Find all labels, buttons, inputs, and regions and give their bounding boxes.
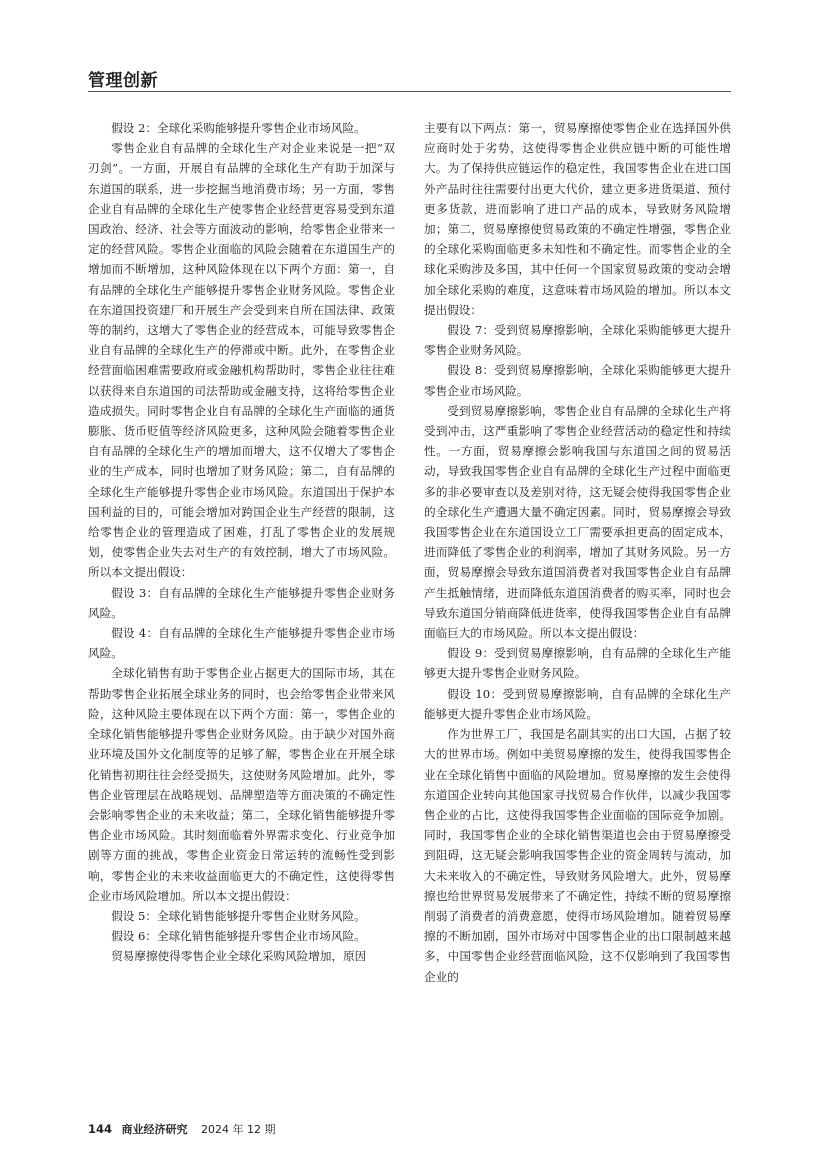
issue-label: 2024 年 12 期	[201, 1123, 276, 1136]
section-title: 管理创新	[88, 71, 158, 91]
paragraph-trade-friction-sales: 作为世界工厂，我国是名副其实的出口大国，占据了较大的世界市场。例如中美贸易摩擦的发生，使得我国零售企业在全球化销售中面临的风险增加。贸易摩擦的发生会使得东道国企业转向其他国家寻找贸易合作伙伴，以减少我国零售企业的占比，这使得我国零售企业面临的国际竞争加剧。同时，我国零售企业的全球化销售渠道也会由于贸易摩擦受到阻碍，这无疑会影响我国零售企业的资金周转与流动，加大未来收入的不确定性，导致财务风险增大。此外，贸易摩擦也给世界贸易发展带来了不确定性，持续不断的贸易摩擦削弱了消费者的消费意愿，使得市场风险增加。随着贸易摩擦的不断加剧，国外市场对中国零售企业的出口限制越来越多，中国零售企业经营面临风险，这不仅影响到了我国零售企业的	[424, 727, 731, 984]
left-column	[88, 118, 395, 967]
page-footer	[88, 1121, 276, 1137]
paragraph-trade-friction-start: 贸易摩擦使得零售企业全球化采购风险增加，原因	[111, 949, 367, 964]
hypothesis-3: 假设 3：自有品牌的全球化生产能够提升零售企业财务风险。	[88, 585, 395, 620]
hypothesis-5: 假设 5：全球化销售能够提升零售企业财务风险。	[111, 908, 366, 923]
hypothesis-8: 假设 8：受到贸易摩擦影响，全球化采购能够更大提升零售企业市场风险。	[424, 363, 731, 398]
journal-name: 商业经济研究	[121, 1123, 188, 1136]
paragraph-trade-friction-procurement: 主要有以下两点：第一，贸易摩擦使零售企业在选择国外供应商时处于劣势，这使得零售企业供应链中断的可能性增大。为了保持供应链运作的稳定性，我国零售企业在进口国外产品时往往需要付出更大代价，建立更多进货渠道、预付更多货款，进而影响了进口产品的成本，导致财务风险增加；第二，贸易摩擦使贸易政策的不确定性增强，零售企业的全球化采购面临更多未知性和不确定性。而零售企业的全球化采购涉及多国，其中任何一个国家贸易政策的变动会增加全球化采购的难度，这意味着市场风险的增加。所以本文提出假设：	[424, 121, 731, 317]
page-number: 144	[88, 1122, 113, 1136]
header-divider	[88, 91, 731, 92]
hypothesis-4: 假设 4：自有品牌的全球化生产能够提升零售企业市场风险。	[88, 626, 395, 661]
hypothesis-2: 假设 2：全球化采购能够提升零售企业市场风险。	[111, 121, 366, 135]
paragraph-trade-friction-production: 受到贸易摩擦影响，零售企业自有品牌的全球化生产将受到冲击，这严重影响了零售企业经营活动的稳定性和持续性。一方面，贸易摩擦会影响我国与东道国之间的贸易活动，导致我国零售企业自有品牌的全球化生产过程中面临更多的非必要审查以及差别对待，这无疑会使得我国零售企业的全球化生产遭遇大量不确定因素。同时，贸易摩擦会导致我国零售企业在东道国设立工厂需要承担更高的固定成本，进而降低了零售企业的利润率，增加了其财务风险。另一方面，贸易摩擦会导致东道国消费者对我国零售企业自有品牌产生抵触情绪，进而降低东道国消费者的购买率，同时也会导致东道国分销商降低进货率，使得我国零售企业自有品牌面临巨大的市场风险。所以本文提出假设：	[424, 403, 731, 641]
paragraph-global-production: 零售企业自有品牌的全球化生产对企业来说是一把“双刃剑”。一方面，开展自有品牌的全球化生产有助于加深与东道国的联系，进一步挖掘当地消费市场；另一方面，零售企业自有品牌的全球化生产使零售企业经营更容易受到东道国政治、经济、社会等方面波动的影响，给零售企业带来一定的经营风险。零售企业面临的风险会随着在东道国生产的增加而不断增加，这种风险体现在以下两个方面：第一，自有品牌的全球化生产能够提升零售企业财务风险。零售企业在东道国投资建厂和开展生产会受到来自所在国法律、政策等的制约，这增大了零售企业的经营成本，可能导致零售企业自有品牌的全球化生产的停滞或中断。此外，在零售企业经营面临困难需要政府或金融机构帮助时，零售企业往往难以获得来自东道国的司法帮助或金融支持，这将给零售企业造成损失。同时零售企业自有品牌的全球化生产面临的通货膨胀、货币贬值等经济风险更多，这种风险会随着零售企业自有品牌的全球化生产的增加而增大，这不仅增大了零售企业的生产成本，同时也增加了财务风险；第二，自有品牌的全球化生产能够提升零售企业市场风险。东道国出于保护本国利益的目的，可能会增加对跨国企业生产经营的限制，这给零售企业的管理造成了困难，打乱了零售企业的发展规划，使零售企业失去对生产的有效控制，增大了市场风险。所以本文提出假设：	[88, 141, 395, 580]
hypothesis-9: 假设 9：受到贸易摩擦影响，自有品牌的全球化生产能够更大提升零售企业财务风险。	[424, 646, 731, 681]
paragraph-global-sales: 全球化销售有助于零售企业占据更大的国际市场，其在帮助零售企业拓展全球业务的同时，也会给零售企业带来风险，这种风险主要体现在以下两个方面：第一，零售企业的全球化销售能够提升零售企业财务风险。由于缺少对国外商业环境及国外文化制度等的足够了解，零售企业在开展全球化销售初期往往会经受损失，这使财务风险增加。此外，零售企业管理层在战略规划、品牌塑造等方面决策的不确定性会影响零售企业的未来收益；第二，全球化销售能够提升零售企业市场风险。其时刻面临着外界需求变化、行业竞争加剧等方面的挑战，零售企业资金日常运转的流畅性受到影响，零售企业的未来收益面临更大的不确定性，这使得零售企业市场风险增加。所以本文提出假设：	[88, 666, 395, 903]
hypothesis-6: 假设 6：全球化销售能够提升零售企业市场风险。	[111, 929, 366, 944]
hypothesis-7: 假设 7：受到贸易摩擦影响，全球化采购能够更大提升零售企业财务风险。	[424, 323, 731, 358]
right-column	[424, 118, 731, 987]
hypothesis-10: 假设 10：受到贸易摩擦影响，自有品牌的全球化生产能够更大提升零售企业市场风险。	[424, 686, 731, 721]
